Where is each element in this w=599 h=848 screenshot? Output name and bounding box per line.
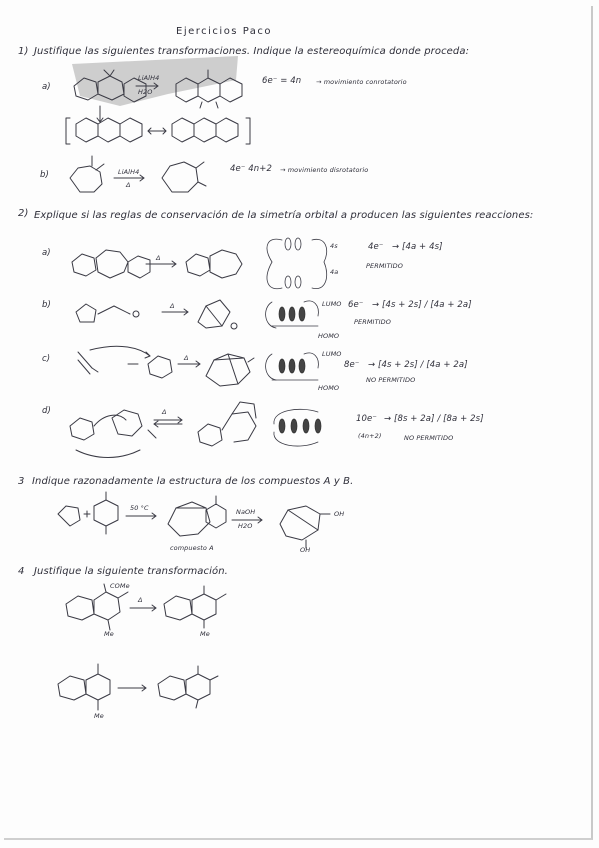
q2a-reactant (72, 250, 150, 278)
q2c-rule: → [4s + 2s] / [4a + 2a] (368, 360, 468, 370)
q1b-product (162, 162, 206, 192)
q1a-electron-rule: 6e⁻ = 4n (262, 76, 302, 86)
q3-substituent-2: OH (300, 546, 311, 554)
q2-prompt: Explique si las reglas de conservación de la simetría orbital a producen las siguientes reacciones: (34, 210, 534, 221)
q3-compound-a (168, 496, 226, 536)
q2b-electrons: 6e⁻ (348, 300, 364, 310)
q1a-intermediate (66, 118, 250, 144)
q4-label-come: COMe (110, 582, 130, 590)
q2a-product (186, 250, 242, 278)
q1b-reagent-bottom: Δ (126, 181, 131, 189)
q3-reagent-bottom: H2O (238, 522, 253, 530)
q4-label-me-1: Me (104, 630, 114, 638)
q1a-reagent-top: LiAlH4 (138, 74, 160, 82)
q2a-arrow-label: Δ (156, 254, 161, 262)
q3-arrow-top: 50 °C (130, 504, 149, 512)
q2a-verdict: PERMITIDO (366, 262, 403, 270)
q3-reactant (58, 492, 118, 534)
q2c-arrow-label: Δ (184, 354, 189, 362)
q2d-rule: → [8s + 2a] / [8a + 2s] (384, 414, 484, 424)
q2a-label: a) (42, 248, 51, 258)
q2-number: 2) (18, 208, 29, 219)
q2b-orbital-tag-2: HOMO (318, 332, 340, 340)
q2d-note: (4n+2) (358, 432, 382, 440)
q3-substituent-1: OH (334, 510, 345, 518)
q1b-label: b) (40, 170, 49, 180)
q1-number: 1) (18, 46, 29, 57)
q2c-orbital-tag-2: HOMO (318, 384, 340, 392)
page-title: Ejercicios Paco (176, 26, 273, 37)
q2a-electrons: 4e⁻ (368, 242, 384, 252)
q3-reagent-top: NaOH (236, 508, 256, 516)
q4-arrow-2 (118, 685, 146, 691)
q2d-verdict: NO PERMITIDO (404, 434, 454, 442)
q1b-result: → movimiento disrotatorio (280, 166, 369, 174)
q1a-down-arrow (97, 106, 103, 122)
q3-compound-label: compuesto A (170, 544, 214, 552)
q2a-orbital-tag-2: 4a (330, 268, 339, 276)
q2a-orbital-diagram (267, 238, 327, 289)
q2c-product (206, 354, 254, 386)
q3-prompt: Indique razonadamente la estructura de los compuestos A y B. (32, 476, 354, 487)
q3-compound-b (280, 506, 330, 548)
q1a-result: → movimiento conrotatorio (316, 78, 407, 86)
q2b-verdict: PERMITIDO (354, 318, 391, 326)
q2b-arrow-label: Δ (170, 302, 175, 310)
q2b-orbital-diagram (266, 301, 319, 328)
q2d-label: d) (42, 406, 51, 416)
q2c-orbital-tag-1: LUMO (322, 350, 342, 358)
q2d-arrow (154, 417, 182, 427)
q2d-arrow-label: Δ (162, 408, 167, 416)
q2b-rule: → [4s + 2s] / [4a + 2a] (372, 300, 472, 310)
q4-reactant-2 (58, 664, 110, 710)
q2b-product (198, 300, 237, 329)
q3-arrow-1 (126, 513, 156, 519)
q4-label-me-2: Me (200, 630, 210, 638)
q2c-verdict: NO PERMITIDO (366, 376, 416, 384)
q4-product-2 (158, 666, 218, 708)
q1-prompt: Justifique las siguientes transformaciones. Indique la estereoquímica donde proceda: (34, 46, 470, 57)
q2d-reactant (70, 410, 156, 458)
q1a-reagent-bottom: H2O (138, 88, 153, 96)
q2b-label: b) (42, 300, 51, 310)
q2c-reactant (78, 346, 172, 378)
q2c-orbital-diagram (266, 353, 319, 380)
q2b-arrow (162, 309, 188, 315)
q1a-label: a) (42, 82, 51, 92)
q4-reactant-1 (66, 584, 128, 630)
q4-number: 4 (18, 566, 25, 577)
q1b-electron-rule: 4e⁻ 4n+2 (230, 164, 272, 174)
q2b-reactant (76, 304, 139, 322)
q2c-label: c) (42, 354, 51, 364)
q4-prompt: Justifique la siguiente transformación. (34, 566, 228, 577)
q4-arrow-1 (130, 605, 156, 611)
q2d-product (198, 402, 256, 446)
q4-product-1 (164, 586, 226, 628)
q1b-reagent-top: LiAlH4 (118, 168, 140, 176)
q2a-rule: → [4a + 4s] (392, 242, 443, 252)
q2c-electrons: 8e⁻ (344, 360, 360, 370)
q2a-orbital-tag-1: 4s (330, 242, 338, 250)
q4-arrow-label: Δ (138, 596, 143, 604)
q4-label-me-3: Me (94, 712, 104, 720)
q2b-orbital-tag-1: LUMO (322, 300, 342, 308)
q2c-arrow (178, 361, 200, 367)
q2d-electrons: 10e⁻ (356, 414, 377, 424)
q2d-orbital-diagram (274, 409, 321, 446)
q1b-reactant (70, 156, 104, 192)
q3-number: 3 (18, 476, 25, 487)
